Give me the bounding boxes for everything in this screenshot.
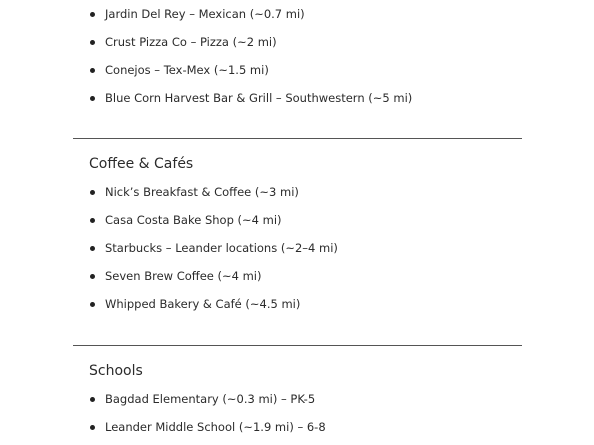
list-item-text: Casa Costa Bake Shop (~4 mi) <box>105 213 282 227</box>
list-item <box>90 210 282 230</box>
list-item <box>90 389 315 409</box>
bullet-icon <box>90 246 95 251</box>
list-item <box>90 417 326 437</box>
bullet-icon <box>90 274 95 279</box>
section-divider <box>73 345 522 346</box>
list-item <box>90 294 300 314</box>
list-item <box>90 88 412 108</box>
bullet-icon <box>90 190 95 195</box>
list-item-text: Bagdad Elementary (~0.3 mi) – PK-5 <box>105 392 316 406</box>
list-item-text: Conejos – Tex-Mex (~1.5 mi) <box>105 63 269 77</box>
list-item <box>90 4 305 24</box>
bullet-icon <box>90 397 95 402</box>
list-item <box>90 60 269 80</box>
bullet-icon <box>90 68 95 73</box>
list-item-text: Nick’s Breakfast & Coffee (~3 mi) <box>105 185 299 199</box>
bullet-icon <box>90 302 95 307</box>
list-item-text: Starbucks – Leander locations (~2–4 mi) <box>105 241 338 255</box>
list-item <box>90 238 338 258</box>
list-item <box>90 266 261 286</box>
bullet-icon <box>90 96 95 101</box>
list-item <box>90 32 277 52</box>
section-divider <box>73 138 522 139</box>
list-item-text: Leander Middle School (~1.9 mi) – 6-8 <box>105 420 326 434</box>
list-item-text: Jardin Del Rey – Mexican (~0.7 mi) <box>105 7 305 21</box>
section-heading-schools: Schools <box>89 363 143 379</box>
list-item-text: Crust Pizza Co – Pizza (~2 mi) <box>105 35 277 49</box>
list-item-text: Seven Brew Coffee (~4 mi) <box>105 269 262 283</box>
bullet-icon <box>90 12 95 17</box>
list-item-text: Blue Corn Harvest Bar & Grill – Southwestern (~5 mi) <box>105 91 413 105</box>
list-item <box>90 182 299 202</box>
bullet-icon <box>90 425 95 430</box>
section-heading-coffee: Coffee & Cafés <box>89 156 194 172</box>
bullet-icon <box>90 218 95 223</box>
list-item-text: Whipped Bakery & Café (~4.5 mi) <box>105 297 301 311</box>
bullet-icon <box>90 40 95 45</box>
